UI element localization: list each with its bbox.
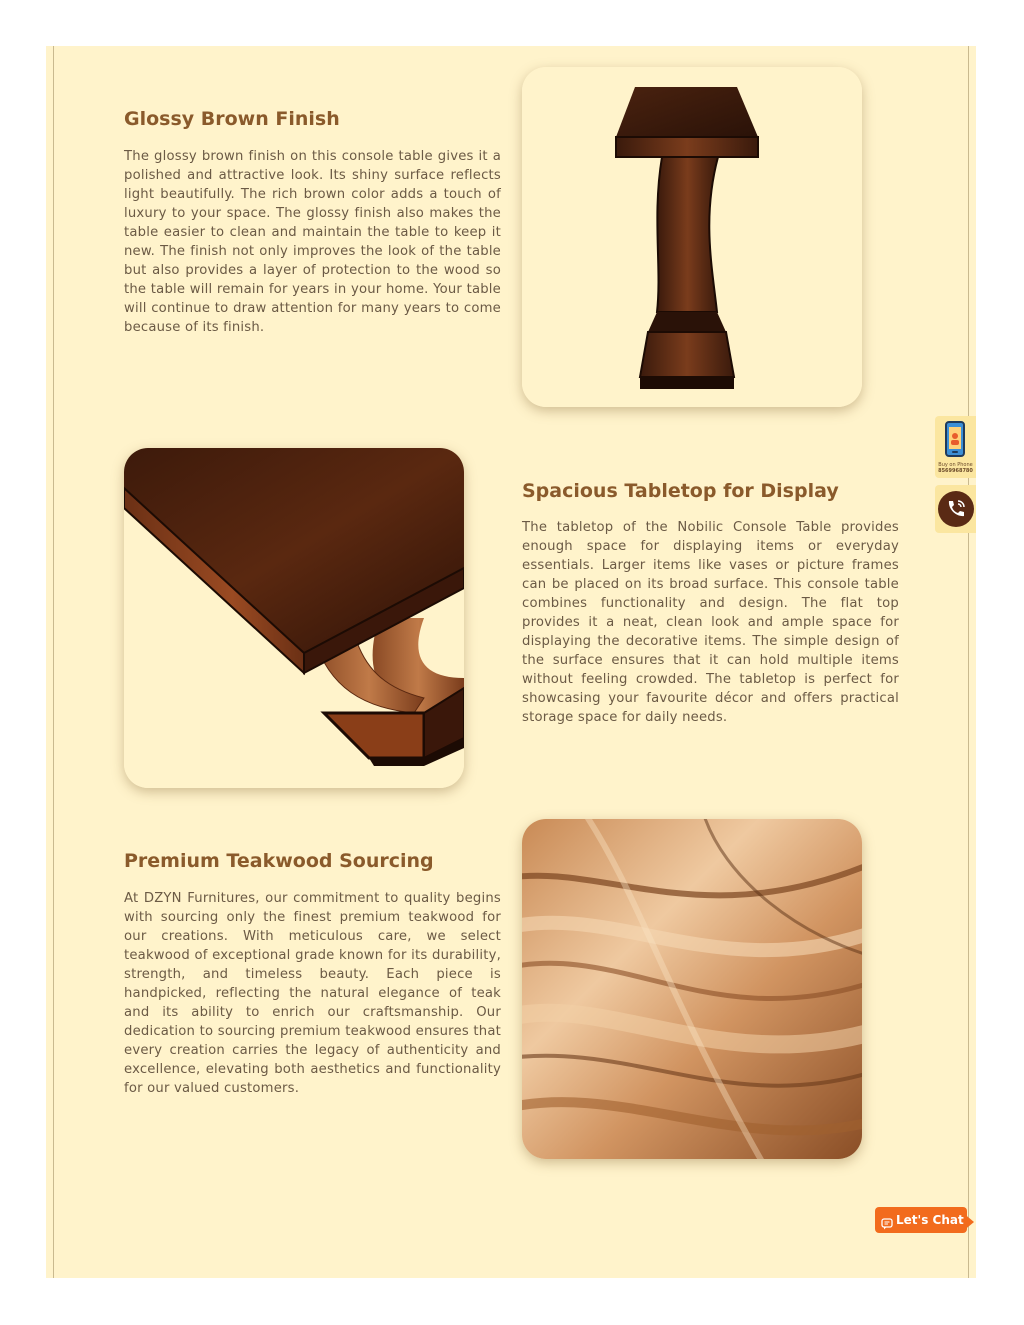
teakwood-grain-image — [522, 819, 862, 1159]
lets-chat-button[interactable] — [875, 1207, 967, 1233]
chat-bubble-icon — [881, 1213, 893, 1225]
console-table-top-closeup-image — [124, 448, 464, 788]
phone-call-icon — [937, 490, 975, 528]
page-border-left — [53, 46, 54, 1278]
console-table-side-view-image — [522, 67, 862, 407]
section-title-premium-teakwood: Premium Teakwood Sourcing — [124, 850, 434, 872]
phone-number: 8569968780 — [938, 468, 973, 474]
page-border-right — [968, 46, 969, 1278]
buy-on-phone-caption: Buy on Phone — [938, 462, 973, 468]
buy-on-phone-widget[interactable] — [935, 416, 976, 478]
mobile-phone-icon — [944, 420, 966, 458]
section-title-spacious-tabletop: Spacious Tabletop for Display — [522, 480, 839, 502]
section-body-spacious-tabletop: The tabletop of the Nobilic Console Table provides enough space for displaying items or everyday essentials. Larger items like vases or picture frames can be placed on its broad surface. This console table combines functionality and design. The flat top provides it a neat, clean look and ample space for displaying the decorative items. The simple design of the surface ensures that it can hold multiple items without feeling crowded. The tabletop is perfect for showcasing your favourite décor and offers practical storage space for daily needs. — [522, 520, 899, 725]
section-body-glossy-finish: The glossy brown finish on this console table gives it a polished and attractive look. Its shiny surface reflects light beautifully. The rich brown color adds a touch of luxury to your space. The glossy finish also makes the table easier to clean and maintain the table to keep it new. The finish not only improves the look of the table but also provides a layer of protection to the wood so the table will remain for years in your home. Your table will continue to draw attention for many years to come because of its finish. — [124, 149, 501, 335]
call-widget[interactable] — [935, 485, 976, 533]
section-body-premium-teakwood: At DZYN Furnitures, our commitment to quality begins with sourcing only the finest premium teakwood for our creations. With meticulous care, we select teakwood of exceptional grade known for its durability, strength, and timeless beauty. Each piece is handpicked, reflecting the natural elegance of teak and its ability to enrich our craftsmanship. Our dedication to sourcing premium teakwood ensures that every creation carries the legacy of authenticity and excellence, elevating both aesthetics and functionality for our valued customers. — [124, 891, 501, 1096]
lets-chat-label: Let's Chat — [896, 1213, 964, 1227]
section-title-glossy-finish: Glossy Brown Finish — [124, 108, 340, 130]
